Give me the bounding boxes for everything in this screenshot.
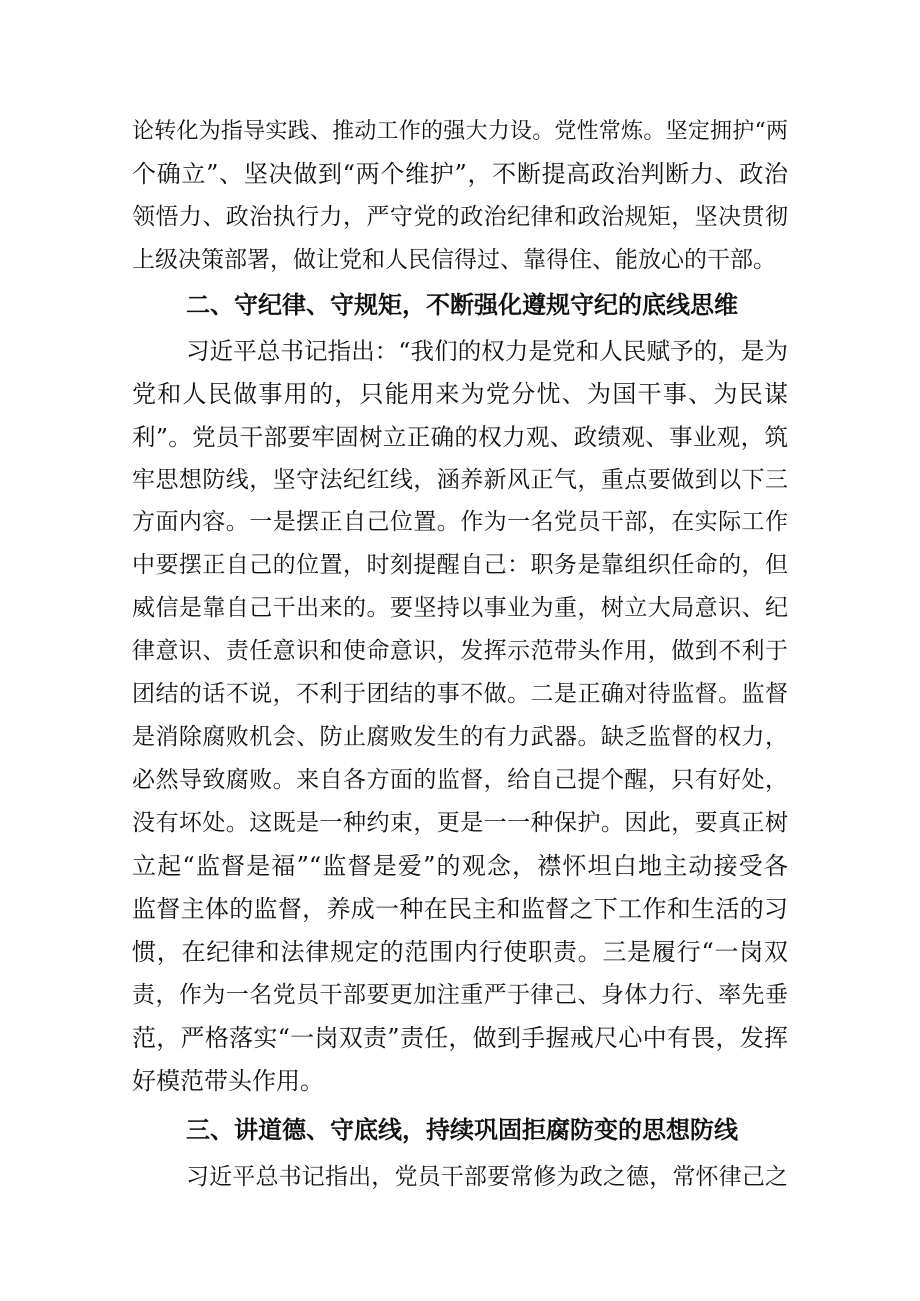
section-heading-3: 三、讲道德、守底线，持续巩固拒腐防变的思想防线 (186, 1116, 738, 1144)
paragraph-line: 个确立”、坚决做到“两个维护”，不断提高政治判断力、政治 (132, 160, 788, 188)
paragraph-line: 方面内容。一是摆正自己位置。作为一名党员干部，在实际工作 (132, 509, 788, 535)
paragraph-line: 利”。党员干部要牢固树立正确的权力观、政绩观、事业观，筑 (132, 423, 788, 451)
paragraph-line: 立起“监督是福”“监督是爱”的观念，襟怀坦白地主动接受各 (132, 852, 788, 880)
paragraph-line: 论转化为指导实践、推动工作的强大力设。党性常炼。坚定拥护“两 (132, 119, 788, 144)
paragraph-line: 团结的话不说，不利于团结的事不做。二是正确对待监督。监督 (132, 681, 788, 707)
paragraph-line: 党和人民做事用的，只能用来为党分忧、为国干事、为民谋 (132, 380, 788, 408)
paragraph-line: 上级决策部署，做让党和人民信得过、靠得住、能放心的干部。 (132, 247, 776, 273)
paragraph-line: 习近平总书记指出：“我们的权力是党和人民赋予的，是为 (186, 337, 788, 365)
paragraph-line: 习近平总书记指出，党员干部要常修为政之德，常怀律己之 (186, 1164, 788, 1190)
paragraph-line: 监督主体的监督，养成一种在民主和监督之下工作和生活的习 (132, 895, 788, 923)
paragraph-line: 牢思想防线，坚守法纪红线，涵养新风正气，重点要做到以下三 (132, 467, 788, 493)
paragraph-line: 惯，在纪律和法律规定的范围内行使职责。三是履行“一岗双 (132, 938, 788, 966)
paragraph-line: 中要摆正自己的位置，时刻提醒自己：职务是靠组织任命的，但 (132, 552, 788, 578)
paragraph-line: 律意识、责任意识和使命意识，发挥示范带头作用，做到不利于 (132, 638, 788, 664)
paragraph-line: 责，作为一名党员干部要更加注重严于律己、身体力行、率先垂 (132, 982, 788, 1008)
paragraph-line: 威信是靠自己干出来的。要坚持以事业为重，树立大局意识、纪 (132, 595, 788, 621)
paragraph-line: 是消除腐败机会、防止腐败发生的有力武器。缺乏监督的权力， (132, 724, 788, 750)
section-heading-2: 二、守纪律、守规矩，不断强化遵规守纪的底线思维 (186, 291, 738, 319)
paragraph-line: 领悟力、政治执行力，严守党的政治纪律和政治规矩，坚决贯彻 (132, 204, 788, 230)
paragraph-line: 好模范带头作用。 (132, 1067, 324, 1095)
paragraph-line: 范，严格落实“一岗双责”责任，做到手握戒尺心中有畏，发挥 (132, 1024, 788, 1052)
paragraph-line: 必然导致腐败。来自各方面的监督，给自己提个醒，只有好处， (132, 767, 788, 793)
paragraph-line: 没有坏处。这既是一种约束，更是一一种保护。因此，要真正树 (132, 810, 788, 836)
